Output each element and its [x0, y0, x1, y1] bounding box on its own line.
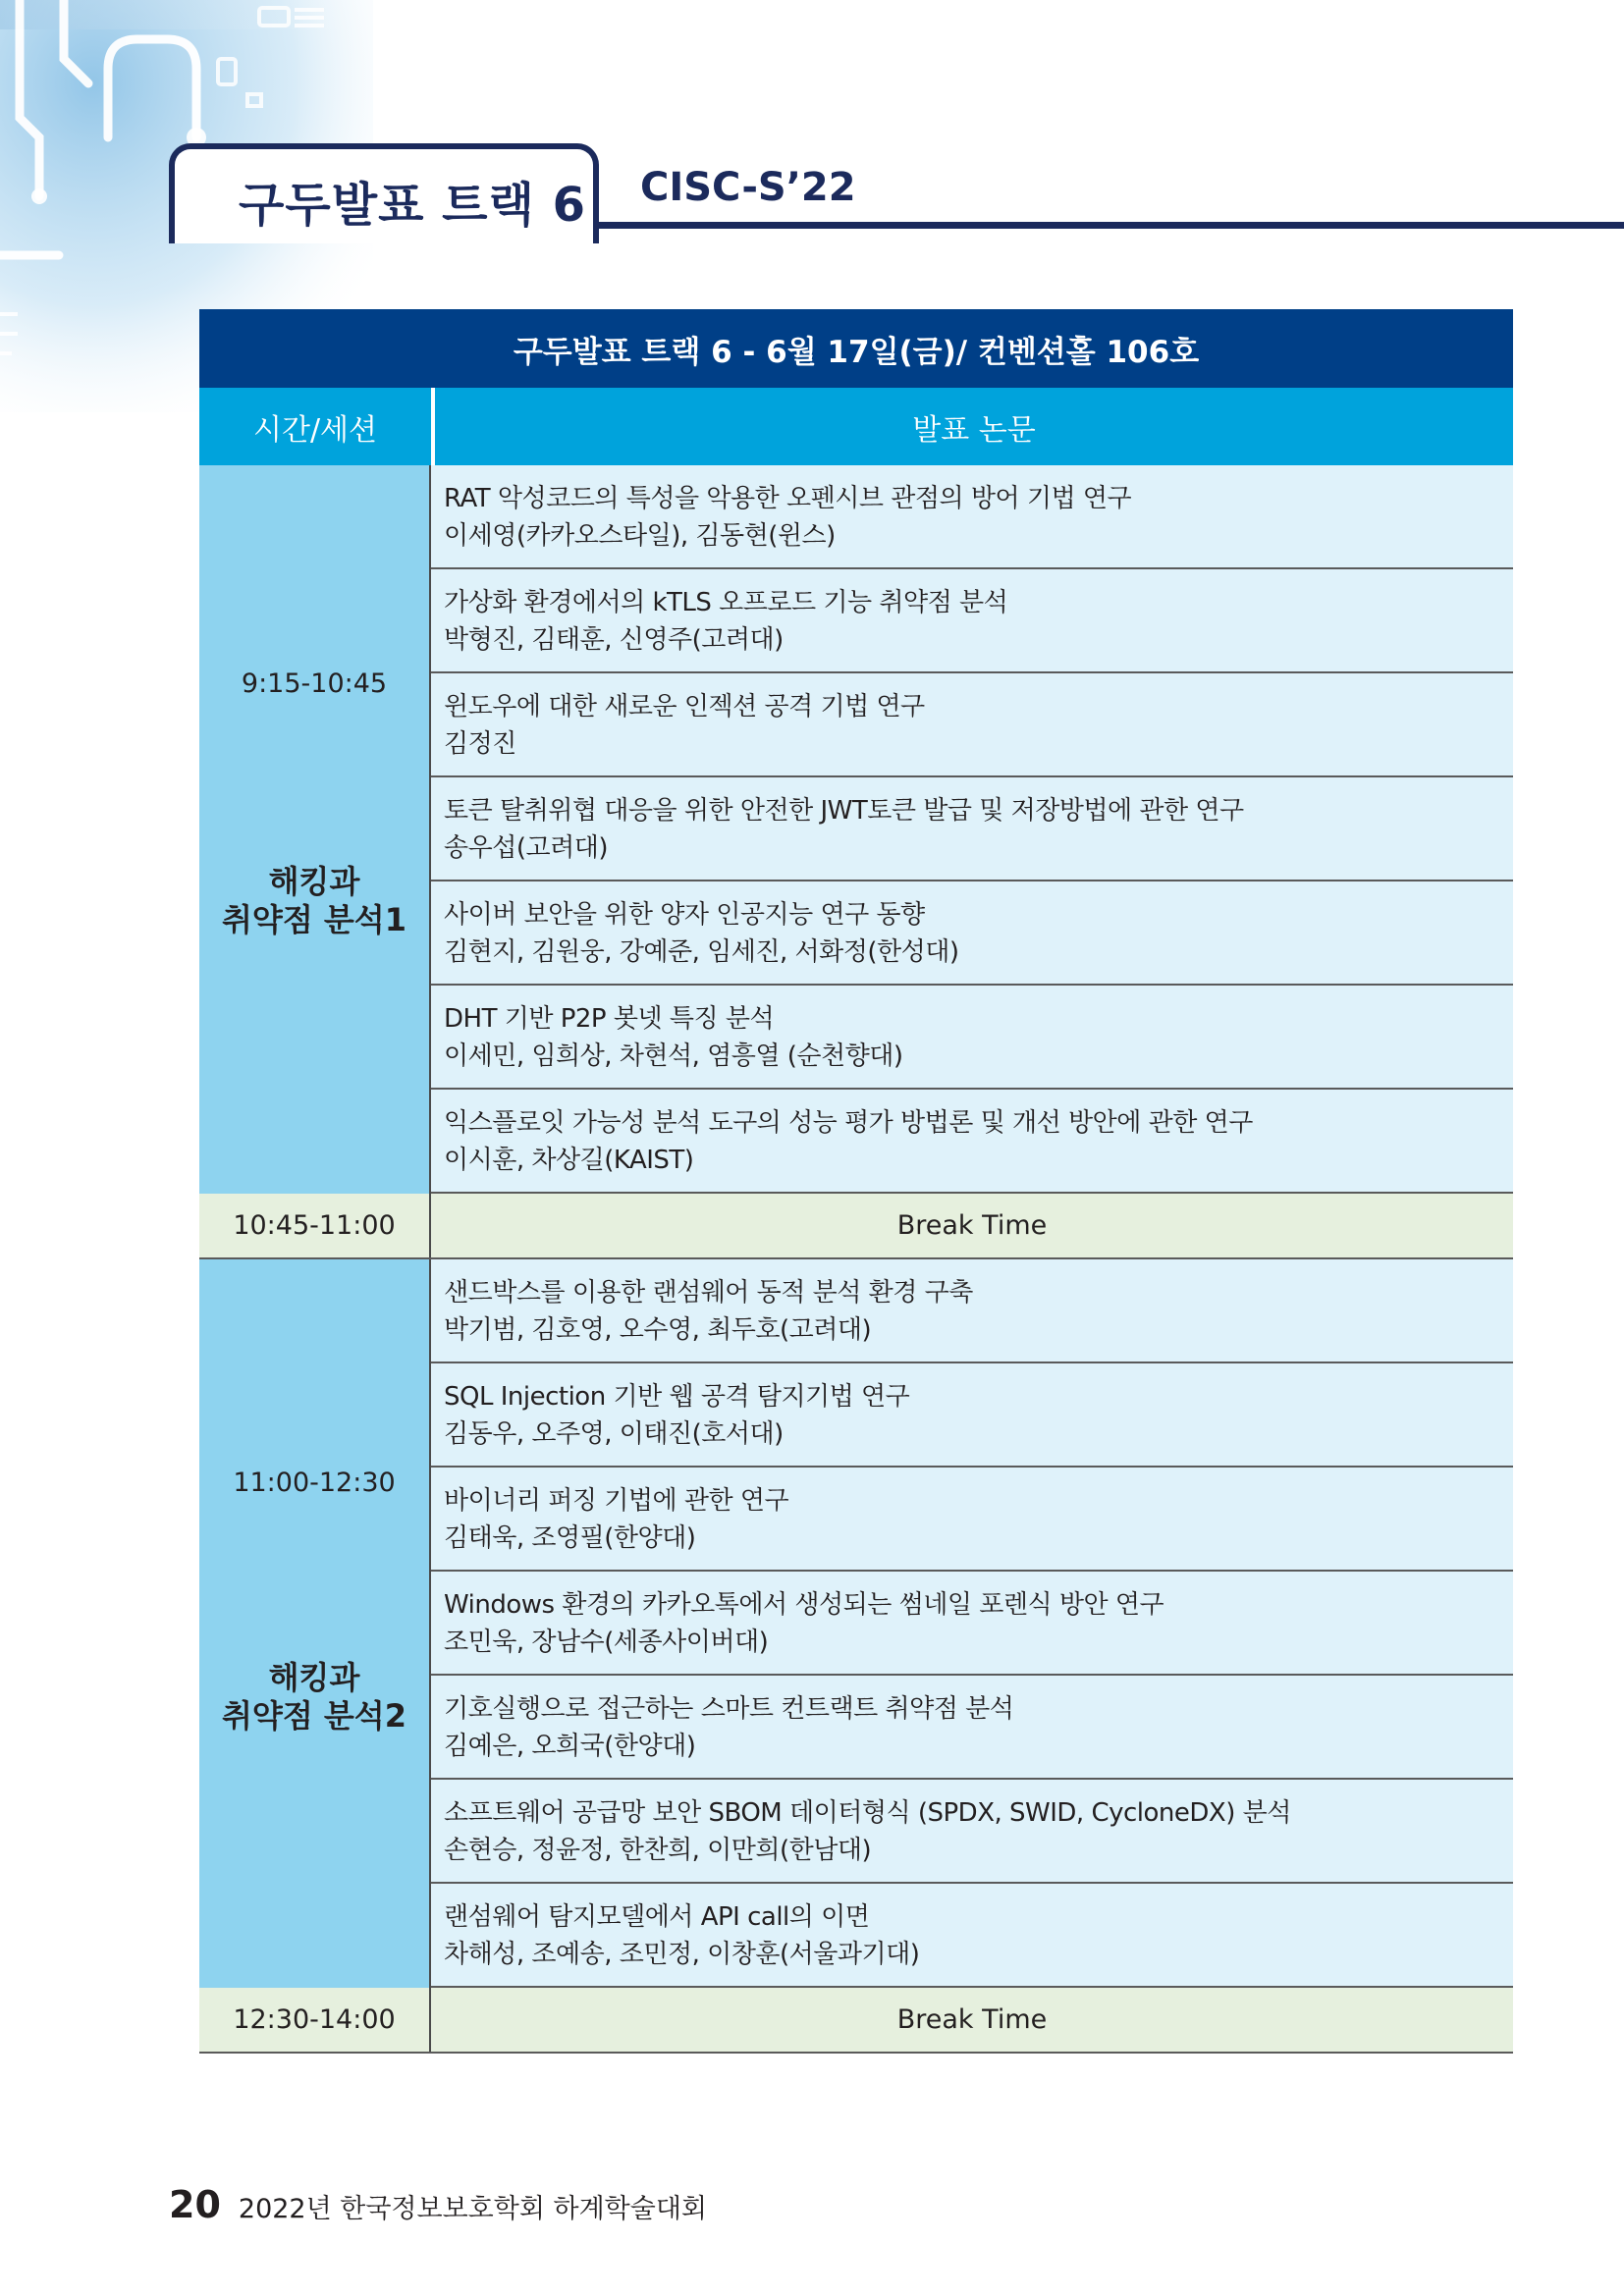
session-cell — [199, 465, 431, 1194]
paper-authors: 이시훈, 차상길(KAIST) — [444, 1146, 694, 1175]
column-header-time: 시간/세션 — [252, 412, 378, 448]
paper-row — [431, 673, 1513, 777]
break-label: Break Time — [896, 2004, 1048, 2035]
paper-list — [431, 1259, 1513, 1988]
paper-row — [431, 569, 1513, 673]
paper-title: 랜섬웨어 탐지모델에서 API call의 이면 — [444, 1902, 870, 1932]
paper-title: 사이버 보안을 위한 양자 인공지능 연구 동향 — [444, 900, 925, 930]
paper-title: 바이너리 퍼징 기법에 관한 연구 — [444, 1486, 789, 1516]
break-time: 10:45-11:00 — [199, 1194, 431, 1257]
event-name: 2022년 한국정보보호학회 하계학술대회 — [238, 2194, 707, 2224]
paper-row — [431, 986, 1513, 1090]
paper-authors: 손현승, 정윤정, 한찬희, 이만희(한남대) — [444, 1836, 872, 1865]
session-time: 9:15-10:45 — [241, 668, 388, 699]
paper-title: 샌드박스를 이용한 랜섬웨어 동적 분석 환경 구축 — [444, 1278, 973, 1308]
column-header-papers: 발표 논문 — [912, 412, 1036, 448]
page-number: 20 — [169, 2183, 221, 2226]
paper-title: 소프트웨어 공급망 보안 SBOM 데이터형식 (SPDX, SWID, CycloneDX) 분석 — [444, 1798, 1291, 1828]
paper-authors: 조민욱, 장남수(세종사이버대) — [444, 1628, 769, 1657]
session-cell — [199, 1259, 431, 1988]
session-label-line: 취약점 분석1 — [222, 901, 406, 938]
paper-row — [431, 1780, 1513, 1884]
paper-title: SQL Injection 기반 웹 공격 탐지기법 연구 — [444, 1382, 910, 1412]
paper-row — [431, 777, 1513, 881]
paper-row — [431, 1468, 1513, 1572]
paper-title: 익스플로잇 가능성 분석 도구의 성능 평가 방법론 및 개선 방안에 관한 연구 — [444, 1108, 1253, 1138]
session-label — [199, 863, 429, 939]
paper-authors: 차해성, 조예송, 조민정, 이창훈(서울과기대) — [444, 1940, 920, 1969]
paper-row — [431, 465, 1513, 569]
paper-authors: 김태욱, 조영필(한양대) — [444, 1523, 696, 1553]
break-row — [199, 1988, 1513, 2054]
paper-authors: 이세영(카카오스타일), 김동현(윈스) — [444, 521, 836, 551]
page-footer — [169, 2183, 707, 2226]
paper-authors: 송우섭(고려대) — [444, 833, 608, 863]
paper-authors: 박형진, 김태훈, 신영주(고려대) — [444, 625, 784, 655]
paper-row — [431, 1884, 1513, 1988]
paper-row — [431, 881, 1513, 986]
paper-title: 윈도우에 대한 새로운 인젝션 공격 기법 연구 — [444, 692, 925, 721]
header-rule — [599, 222, 1624, 229]
session-label — [199, 1659, 429, 1735]
paper-row — [431, 1363, 1513, 1468]
table-header-row — [199, 388, 1513, 465]
paper-row — [431, 1090, 1513, 1194]
paper-authors: 김예은, 오희국(한양대) — [444, 1732, 696, 1761]
paper-authors: 김현지, 김원웅, 강예준, 임세진, 서화정(한성대) — [444, 937, 959, 967]
table-title: 구두발표 트랙 6 - 6월 17일(금)/ 컨벤션홀 106호 — [199, 309, 1513, 388]
paper-row — [431, 1259, 1513, 1363]
paper-row — [431, 1676, 1513, 1780]
paper-title: 기호실행으로 접근하는 스마트 컨트랙트 취약점 분석 — [444, 1694, 1014, 1724]
session-block — [199, 1259, 1513, 1988]
session-time: 11:00-12:30 — [233, 1468, 396, 1498]
paper-title: 가상화 환경에서의 kTLS 오프로드 기능 취약점 분석 — [444, 588, 1008, 617]
session-label-line: 해킹과 — [268, 863, 360, 900]
break-label: Break Time — [896, 1210, 1048, 1241]
schedule-table — [199, 309, 1513, 2054]
paper-list — [431, 465, 1513, 1194]
paper-row — [431, 1572, 1513, 1676]
session-label-line: 해킹과 — [268, 1659, 360, 1696]
session-label-line: 취약점 분석2 — [222, 1697, 406, 1735]
paper-authors: 김정진 — [444, 729, 516, 759]
track-title: 구두발표 트랙 6 — [239, 178, 587, 233]
paper-authors: 김동우, 오주영, 이태진(호서대) — [444, 1419, 784, 1449]
paper-title: DHT 기반 P2P 봇넷 특징 분석 — [444, 1004, 775, 1034]
break-row — [199, 1194, 1513, 1259]
paper-title: 토큰 탈취위협 대응을 위한 안전한 JWT토큰 발급 및 저장방법에 관한 연구 — [444, 796, 1244, 826]
conference-name: CISC-S’22 — [640, 165, 856, 210]
paper-authors: 박기범, 김호영, 오수영, 최두호(고려대) — [444, 1315, 872, 1345]
paper-title: RAT 악성코드의 특성을 악용한 오펜시브 관점의 방어 기법 연구 — [444, 484, 1132, 513]
session-block — [199, 465, 1513, 1194]
paper-title: Windows 환경의 카카오톡에서 생성되는 썸네일 포렌식 방안 연구 — [444, 1590, 1164, 1620]
break-time: 12:30-14:00 — [199, 1988, 431, 2052]
paper-authors: 이세민, 임희상, 차현석, 염흥열 (순천향대) — [444, 1041, 903, 1071]
